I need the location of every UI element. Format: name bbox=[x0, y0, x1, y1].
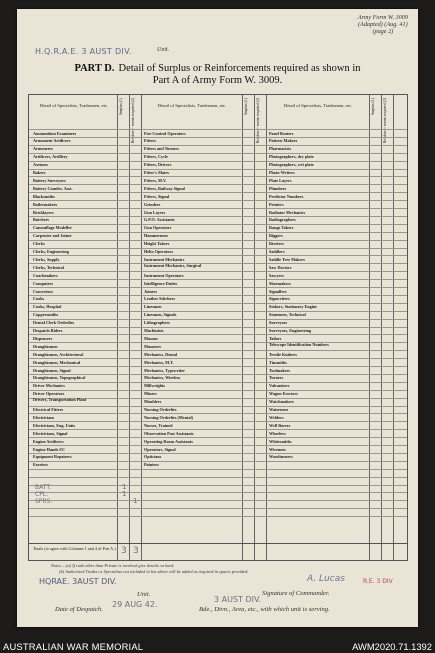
specialist-item: Equipment Repairers bbox=[33, 454, 72, 460]
col3-reinf-header: Reinforce- ments required (2) bbox=[383, 98, 387, 144]
specialist-item: Fitters bbox=[144, 138, 156, 144]
specialist-item: Watermen bbox=[269, 407, 288, 412]
specialist-item: Sawyers bbox=[269, 272, 284, 278]
specialist-item: Butchers bbox=[33, 217, 50, 223]
specialist-item: Electricians bbox=[33, 414, 55, 420]
form-sheet bbox=[17, 9, 418, 627]
unit-stamp: R.E. 3 DIV bbox=[363, 578, 393, 585]
specialist-item: Riggers bbox=[269, 233, 283, 239]
formation-hand: 3 AUST DIV. bbox=[214, 595, 261, 604]
specialist-item: Driver Operators bbox=[33, 391, 65, 397]
specialist-item: Plate Layers bbox=[269, 177, 292, 183]
specialist-item: Fitters, M.V. bbox=[144, 177, 167, 183]
specialist-item: Welders bbox=[269, 414, 284, 420]
specialist-item: Farriers bbox=[33, 462, 48, 468]
form-number bbox=[358, 14, 408, 36]
hand-row-value: 1 bbox=[122, 490, 127, 498]
specialist-item: Well Borers bbox=[269, 422, 291, 428]
specialist-item: Whitesmiths bbox=[269, 438, 292, 444]
col1-reinf-header: Reinforce- ments required (2) bbox=[131, 98, 135, 144]
specialist-item: Carpenter and Joiner bbox=[33, 233, 72, 239]
specialist-item: Blacksmiths bbox=[33, 193, 55, 199]
specialist-item: Plumbers bbox=[269, 185, 287, 191]
specialist-item: Vulcanisers bbox=[269, 383, 290, 389]
specialist-item: Stokers, Stationary Engine bbox=[269, 304, 318, 310]
specialist-item: Saddle Tree Makers bbox=[269, 256, 305, 262]
specialist-item: Stonemen, Technical bbox=[269, 312, 306, 318]
hand-row-value: 1 bbox=[133, 497, 138, 505]
specialist-item: Despatch Riders bbox=[33, 328, 63, 333]
title-line2: Part A of Army Form W. 3009. bbox=[152, 75, 283, 86]
specialist-item: Textile Knitters bbox=[269, 351, 297, 357]
specialist-item: Pattern Makers bbox=[269, 138, 298, 144]
specialist-item: Nursing Orderlies (Mental) bbox=[144, 414, 194, 420]
specialist-item: Tinsmiths bbox=[269, 359, 287, 365]
specialist-item: Masons bbox=[144, 335, 158, 341]
specialist-item: Cooks, Hospital bbox=[33, 304, 62, 310]
specialist-item: Nursing Orderlies bbox=[144, 407, 177, 412]
specialist-item: Miners bbox=[144, 391, 157, 397]
col1-header: Detail of Specialists, Tradesmen, etc. bbox=[39, 103, 109, 108]
specialist-item: Instrument Mechanics bbox=[144, 256, 185, 262]
specialist-item: Turners bbox=[269, 375, 284, 381]
caption-right: AWM2020.71.1392 bbox=[352, 641, 432, 652]
specialist-item: Panel Beaters bbox=[269, 130, 294, 136]
specialist-item: Drivers, Transportation Plant bbox=[33, 397, 87, 403]
specialist-item: Instrument Mechanics, Surgical bbox=[144, 262, 202, 268]
form-number-line3: (page 2) bbox=[372, 28, 394, 36]
specialist-item: Draughtsmen, Architectural bbox=[33, 351, 84, 357]
specialist-item: Coachmakers bbox=[33, 272, 58, 278]
specialist-item: Artificers, Artillery bbox=[33, 154, 68, 160]
specialist-item: Draughtsmen, Signal bbox=[33, 367, 71, 373]
note-a: Notes.—(a) If rank other than Private is involved give details on back. bbox=[51, 563, 175, 568]
specialist-item: Tailors bbox=[269, 335, 282, 341]
date-label: Date of Despatch. bbox=[55, 606, 103, 613]
specialist-item: Cooks bbox=[33, 296, 45, 302]
specialist-item: Linesmen, Signals bbox=[144, 312, 177, 318]
specialist-item: Computers bbox=[33, 280, 54, 286]
specialist-item: Mechanics, Wireless bbox=[144, 375, 181, 381]
totals-label: Totals (to agree with Columns 1 and 4 of Part A.) bbox=[33, 546, 116, 551]
specialist-item: Armament Artificers bbox=[33, 138, 71, 144]
specialist-item: Toolmakers bbox=[269, 367, 291, 373]
specialist-item: Bakers bbox=[33, 170, 46, 175]
specialist-item: Saw Doctors bbox=[269, 264, 292, 270]
specialist-item: Watchmakers bbox=[269, 399, 294, 405]
specialist-item: Battery Surveyors bbox=[33, 177, 66, 183]
footer-unit-hand: HQRAE. 3AUST DIV. bbox=[39, 577, 117, 586]
specialist-item: Pharmacists bbox=[269, 146, 292, 152]
specialist-item: Linesmen bbox=[144, 304, 162, 310]
specialist-item: Nurses, Trained bbox=[144, 422, 173, 428]
specialist-item: Helio Operators bbox=[144, 249, 173, 254]
formation-label: Bde., Divn., Area, etc., with which unit is serving. bbox=[199, 606, 330, 613]
specialist-item: Dispensers bbox=[33, 335, 53, 341]
specialist-item: Hammermen bbox=[144, 233, 168, 239]
col2-header: Detail of Specialists, Tradesmen, etc. bbox=[157, 103, 227, 108]
specialist-item: Operators, Signal bbox=[144, 446, 176, 452]
col2-reinf-header: Reinforce- ments required (2) bbox=[256, 98, 260, 144]
specialist-item: Riveters bbox=[269, 241, 284, 247]
specialist-item: Saddlers bbox=[269, 249, 285, 254]
specialist-item: Moulders bbox=[144, 399, 162, 405]
specialist-item: Millwrights bbox=[144, 383, 165, 389]
specialist-item: Telescope Identification Numbers bbox=[269, 341, 329, 347]
specialist-item: Fitters, Signal bbox=[144, 193, 170, 199]
note-b: (b) Authorised Trades or Specialists not included in list above will be added as required in spaces provided. bbox=[59, 569, 249, 574]
specialist-item: Clerks, Engineering bbox=[33, 249, 69, 254]
specialist-item: Radiographers bbox=[269, 217, 296, 223]
specialist-item: Fitters, Drivers bbox=[144, 162, 172, 168]
specialist-item: Gun Operators bbox=[144, 225, 172, 231]
specialist-item: Engine Artificers bbox=[33, 438, 64, 444]
totals-surplus: 3 bbox=[121, 546, 127, 556]
specialist-item: Mechanics, Typewriter bbox=[144, 367, 186, 373]
specialist-item: Wagon Erectors bbox=[269, 391, 298, 397]
specialist-item: Wheelers bbox=[269, 430, 286, 436]
specialist-item: Dental Clerk Orderlies bbox=[33, 320, 75, 326]
specialist-item: Photographers, dry plate bbox=[269, 154, 314, 160]
signature-label: Signature of Commander. bbox=[262, 590, 330, 597]
specialist-item: Range Takers bbox=[269, 225, 294, 231]
specialist-item: Instrument Operators bbox=[144, 272, 184, 278]
col1-surplus-header: Surplus (1) bbox=[119, 98, 123, 115]
specialist-item: Woodturners bbox=[269, 454, 293, 460]
specialist-item: Draughtsmen bbox=[33, 343, 58, 349]
specialist-item: Battery Comdrs. Asst. bbox=[33, 185, 73, 191]
hand-row-label: SPRS. bbox=[35, 498, 53, 505]
part-label: PART D. bbox=[74, 63, 115, 74]
specialist-item: Boilermakers bbox=[33, 201, 58, 207]
specialist-item: Driver Mechanics bbox=[33, 383, 65, 389]
date-hand: 29 AUG 42. bbox=[112, 600, 158, 609]
specialist-item: Signallers bbox=[269, 288, 287, 294]
specialist-item: Draughtsmen, Topographical bbox=[33, 375, 86, 381]
specialist-item: Leather Stitchers bbox=[144, 296, 175, 302]
specialist-item: Fitters, Cycle bbox=[144, 154, 168, 160]
col3-surplus-header: Surplus (1) bbox=[371, 98, 375, 115]
specialist-item: Observation Post Assistants bbox=[144, 430, 194, 436]
specialist-item: Fitters, Railway Signal bbox=[144, 185, 185, 191]
form-number-line1: Army Form W. 3009 bbox=[357, 14, 408, 21]
specialist-item: Height Takers bbox=[144, 241, 170, 247]
specialist-item: Clerks, Supply bbox=[33, 256, 60, 262]
hand-row-label: BATT. bbox=[35, 484, 52, 491]
specialist-item: Engine Hands I/C bbox=[33, 446, 66, 452]
specialist-item: Gun Layers bbox=[144, 209, 166, 215]
specialist-item: Electrical Fitters bbox=[33, 407, 64, 412]
signature: A. Lucas bbox=[307, 574, 345, 584]
specialist-item: Joiners bbox=[144, 288, 158, 294]
specialist-item: Predictor Numbers bbox=[269, 193, 304, 199]
col3-header: Detail of Specialists, Tradesmen, etc. bbox=[283, 103, 353, 108]
specialist-item: Electricians, Signal bbox=[33, 430, 68, 436]
totals-reinf: 3 bbox=[133, 546, 139, 556]
specialist-item: Mechanics, Dental bbox=[144, 351, 178, 357]
specialist-item: Draughtsmen, Mechanical bbox=[33, 359, 81, 365]
specialist-item: Clerks bbox=[33, 241, 45, 247]
specialist-item: Lithographers bbox=[144, 320, 170, 326]
specialist-item: Printers bbox=[269, 201, 284, 207]
specialist-item: Wiremen bbox=[269, 446, 286, 452]
specialist-item: Opticians bbox=[144, 454, 162, 460]
specialists-table bbox=[28, 94, 408, 561]
page-title bbox=[17, 63, 418, 74]
specialist-item: Surveyors, Engineering bbox=[269, 328, 312, 333]
specialist-item: Coppersmiths bbox=[33, 312, 59, 318]
specialist-item: Signwriters bbox=[269, 296, 290, 302]
specialist-item: G.P.O. Assistants bbox=[144, 217, 175, 223]
specialist-item: Intelligence Duties bbox=[144, 280, 178, 286]
specialist-item: Electricians, Eng. Units bbox=[33, 422, 76, 428]
specialist-item: Ammunition Examiners bbox=[33, 130, 77, 136]
specialist-item: Mechanics, M.T. bbox=[144, 359, 174, 365]
specialist-item: Camouflage Modeller bbox=[33, 225, 72, 231]
specialist-item: Machinists bbox=[144, 328, 164, 333]
specialist-item: Fire Control Operators bbox=[144, 130, 186, 136]
specialist-item: Fitter's Mates bbox=[144, 170, 169, 175]
specialist-item: Fitters and Turners bbox=[144, 146, 179, 152]
specialist-item: Concretors bbox=[33, 288, 53, 294]
specialist-item: Radiator Mechanics bbox=[269, 209, 306, 215]
specialist-item: Operating Room Assistants bbox=[144, 438, 193, 444]
specialist-item: Painters bbox=[144, 462, 159, 468]
specialist-item: Photographers, wet plate bbox=[269, 162, 314, 168]
col2-surplus-header: Surplus (1) bbox=[244, 98, 248, 115]
hand-row-label: CPL. bbox=[35, 491, 49, 498]
specialist-item: Shoemakers bbox=[269, 280, 291, 286]
footer-unit-label: Unit. bbox=[137, 591, 151, 598]
title-line1: Detail of Surplus or Reinforcements required as shown in bbox=[118, 63, 361, 74]
unit-label: Unit. bbox=[157, 47, 170, 53]
specialist-item: Masseurs bbox=[144, 343, 161, 349]
specialist-item: Axemen bbox=[33, 162, 48, 168]
specialist-item: Armourers bbox=[33, 146, 53, 152]
caption-left: AUSTRALIAN WAR MEMORIAL bbox=[3, 641, 144, 652]
hand-row-value: 1 bbox=[122, 483, 127, 491]
specialist-item: Clerks, Technical bbox=[33, 264, 64, 270]
specialist-item: Grinders bbox=[144, 201, 161, 207]
specialist-item: Surveyors bbox=[269, 320, 288, 326]
specialist-item: Photo-Writers bbox=[269, 170, 295, 175]
specialist-item: Bricklayers bbox=[33, 209, 54, 215]
form-number-line2: (Adapted) (Aug. 41) bbox=[358, 21, 408, 29]
unit-handwritten: H.Q.R.A.E. 3 AUST DIV. bbox=[35, 47, 132, 56]
